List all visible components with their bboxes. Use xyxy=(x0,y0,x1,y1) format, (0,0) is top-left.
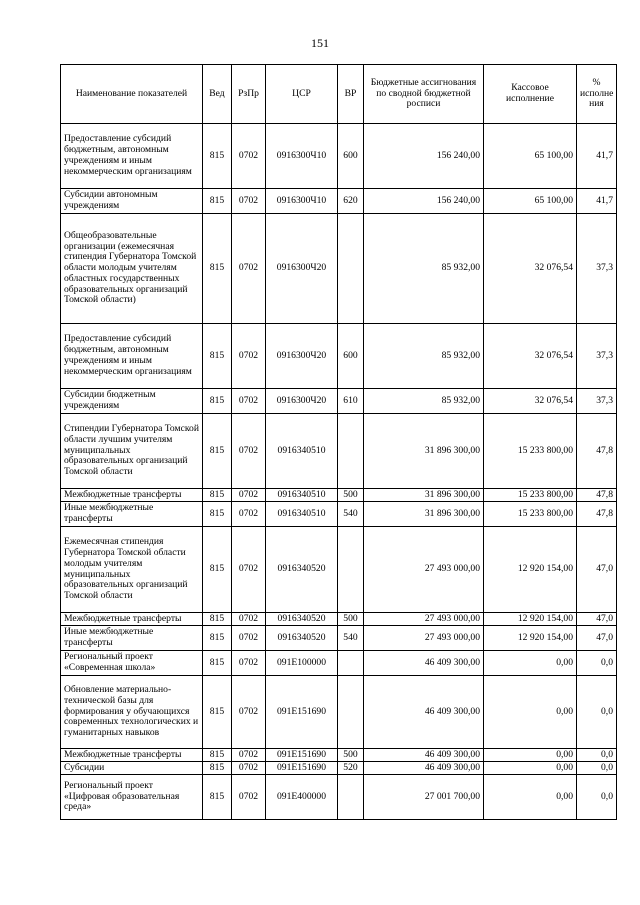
table-row xyxy=(61,489,617,502)
cell-csr: 0916300Ч10 xyxy=(266,124,338,189)
cell-kassa: 12 920 154,00 xyxy=(484,626,577,651)
cell-rzpr: 0702 xyxy=(232,324,266,389)
cell-csr: 0916340520 xyxy=(266,527,338,613)
cell-ved: 815 xyxy=(203,324,232,389)
header-kassa: Кассовое исполнение xyxy=(484,65,577,124)
cell-percent: 41,7 xyxy=(577,189,617,214)
cell-rzpr: 0702 xyxy=(232,124,266,189)
cell-vr: 540 xyxy=(338,626,364,651)
cell-budget: 156 240,00 xyxy=(364,124,484,189)
cell-percent: 41,7 xyxy=(577,124,617,189)
cell-ved: 815 xyxy=(203,489,232,502)
cell-vr xyxy=(338,651,364,676)
cell-vr: 600 xyxy=(338,324,364,389)
cell-ved: 815 xyxy=(203,749,232,762)
cell-vr xyxy=(338,676,364,749)
header-rzpr: РзПр xyxy=(232,65,266,124)
cell-kassa: 32 076,54 xyxy=(484,389,577,414)
cell-budget: 27 493 000,00 xyxy=(364,626,484,651)
cell-csr: 0916300Ч20 xyxy=(266,324,338,389)
cell-ved: 815 xyxy=(203,651,232,676)
cell-ved: 815 xyxy=(203,613,232,626)
header-percent: % исполне ния xyxy=(577,65,617,124)
cell-kassa: 15 233 800,00 xyxy=(484,489,577,502)
cell-name: Региональный проект «Современная школа» xyxy=(61,651,203,676)
cell-rzpr: 0702 xyxy=(232,775,266,820)
table-row xyxy=(61,124,617,189)
cell-kassa: 0,00 xyxy=(484,749,577,762)
table-row xyxy=(61,324,617,389)
table-header xyxy=(61,65,617,124)
cell-name: Иные межбюджетные трансферты xyxy=(61,502,203,527)
cell-budget: 31 896 300,00 xyxy=(364,489,484,502)
cell-ved: 815 xyxy=(203,676,232,749)
cell-kassa: 32 076,54 xyxy=(484,214,577,324)
cell-name: Предоставление субсидий бюджетным, автономным учреждениям и иным некоммерческим организациям xyxy=(61,324,203,389)
cell-name: Иные межбюджетные трансферты xyxy=(61,626,203,651)
cell-budget: 27 493 000,00 xyxy=(364,613,484,626)
cell-vr xyxy=(338,214,364,324)
cell-ved: 815 xyxy=(203,189,232,214)
cell-rzpr: 0702 xyxy=(232,651,266,676)
cell-vr: 520 xyxy=(338,762,364,775)
cell-vr: 500 xyxy=(338,749,364,762)
table-row xyxy=(61,626,617,651)
cell-kassa: 12 920 154,00 xyxy=(484,527,577,613)
cell-csr: 091E151690 xyxy=(266,676,338,749)
table-row xyxy=(61,502,617,527)
cell-percent: 47,8 xyxy=(577,414,617,489)
cell-ved: 815 xyxy=(203,389,232,414)
table-row xyxy=(61,651,617,676)
cell-vr xyxy=(338,527,364,613)
cell-name: Межбюджетные трансферты xyxy=(61,613,203,626)
cell-percent: 37,3 xyxy=(577,214,617,324)
cell-csr: 0916340510 xyxy=(266,414,338,489)
cell-rzpr: 0702 xyxy=(232,189,266,214)
cell-vr: 610 xyxy=(338,389,364,414)
cell-rzpr: 0702 xyxy=(232,489,266,502)
cell-csr: 0916300Ч10 xyxy=(266,189,338,214)
cell-percent: 37,3 xyxy=(577,324,617,389)
table-row xyxy=(61,613,617,626)
cell-budget: 85 932,00 xyxy=(364,389,484,414)
header-vr: ВР xyxy=(338,65,364,124)
cell-percent: 0,0 xyxy=(577,676,617,749)
cell-csr: 0916340510 xyxy=(266,502,338,527)
cell-kassa: 0,00 xyxy=(484,775,577,820)
cell-kassa: 0,00 xyxy=(484,676,577,749)
table-row xyxy=(61,189,617,214)
cell-name: Субсидии xyxy=(61,762,203,775)
cell-kassa: 65 100,00 xyxy=(484,189,577,214)
cell-name: Обновление материально-технической базы для формирования у обучающихся современных технологических и гуманитарных навыков xyxy=(61,676,203,749)
cell-percent: 0,0 xyxy=(577,749,617,762)
cell-name: Межбюджетные трансферты xyxy=(61,749,203,762)
cell-name: Региональный проект «Цифровая образовательная среда» xyxy=(61,775,203,820)
cell-rzpr: 0702 xyxy=(232,527,266,613)
cell-csr: 091E400000 xyxy=(266,775,338,820)
header-ved: Вед xyxy=(203,65,232,124)
cell-ved: 815 xyxy=(203,762,232,775)
cell-budget: 46 409 300,00 xyxy=(364,676,484,749)
cell-percent: 0,0 xyxy=(577,775,617,820)
header-budget: Бюджетные ассигнования по сводной бюджетной росписи xyxy=(364,65,484,124)
cell-percent: 47,0 xyxy=(577,527,617,613)
table-row xyxy=(61,676,617,749)
cell-percent: 47,0 xyxy=(577,626,617,651)
cell-rzpr: 0702 xyxy=(232,214,266,324)
cell-budget: 46 409 300,00 xyxy=(364,749,484,762)
cell-kassa: 15 233 800,00 xyxy=(484,502,577,527)
cell-budget: 85 932,00 xyxy=(364,214,484,324)
cell-budget: 85 932,00 xyxy=(364,324,484,389)
cell-name: Предоставление субсидий бюджетным, автономным учреждениям и иным некоммерческим организациям xyxy=(61,124,203,189)
cell-name: Стипендии Губернатора Томской области лучшим учителям муниципальных образовательных организаций Томской области xyxy=(61,414,203,489)
cell-rzpr: 0702 xyxy=(232,502,266,527)
cell-rzpr: 0702 xyxy=(232,676,266,749)
cell-rzpr: 0702 xyxy=(232,414,266,489)
budget-execution-table xyxy=(60,64,617,820)
cell-name: Субсидии бюджетным учреждениям xyxy=(61,389,203,414)
cell-vr: 600 xyxy=(338,124,364,189)
table-row xyxy=(61,527,617,613)
cell-kassa: 12 920 154,00 xyxy=(484,613,577,626)
table-body xyxy=(61,124,617,820)
cell-vr: 500 xyxy=(338,489,364,502)
cell-csr: 0916340510 xyxy=(266,489,338,502)
cell-csr: 091E100000 xyxy=(266,651,338,676)
cell-percent: 47,8 xyxy=(577,489,617,502)
cell-percent: 0,0 xyxy=(577,651,617,676)
cell-budget: 31 896 300,00 xyxy=(364,502,484,527)
cell-rzpr: 0702 xyxy=(232,626,266,651)
cell-name: Ежемесячная стипендия Губернатора Томской области молодым учителям муниципальных образовательных организаций Томской области xyxy=(61,527,203,613)
cell-csr: 0916340520 xyxy=(266,626,338,651)
cell-csr: 091E151690 xyxy=(266,749,338,762)
cell-name: Общеобразовательные организации (ежемесячная стипендия Губернатора Томской области молодым учителям областных государственных образовательных организаций Томской области) xyxy=(61,214,203,324)
cell-csr: 0916340520 xyxy=(266,613,338,626)
cell-kassa: 15 233 800,00 xyxy=(484,414,577,489)
cell-budget: 46 409 300,00 xyxy=(364,762,484,775)
cell-budget: 46 409 300,00 xyxy=(364,651,484,676)
cell-name: Межбюджетные трансферты xyxy=(61,489,203,502)
cell-kassa: 65 100,00 xyxy=(484,124,577,189)
cell-kassa: 0,00 xyxy=(484,762,577,775)
cell-ved: 815 xyxy=(203,626,232,651)
cell-budget: 31 896 300,00 xyxy=(364,414,484,489)
cell-percent: 47,0 xyxy=(577,613,617,626)
header-row xyxy=(61,65,617,124)
cell-percent: 37,3 xyxy=(577,389,617,414)
cell-percent: 47,8 xyxy=(577,502,617,527)
table-row xyxy=(61,389,617,414)
cell-vr xyxy=(338,775,364,820)
cell-vr xyxy=(338,414,364,489)
cell-name: Субсидии автономным учреждениям xyxy=(61,189,203,214)
header-name: Наименование показателей xyxy=(61,65,203,124)
cell-vr: 620 xyxy=(338,189,364,214)
table-row xyxy=(61,214,617,324)
cell-rzpr: 0702 xyxy=(232,762,266,775)
cell-kassa: 0,00 xyxy=(484,651,577,676)
cell-rzpr: 0702 xyxy=(232,749,266,762)
cell-ved: 815 xyxy=(203,502,232,527)
cell-percent: 0,0 xyxy=(577,762,617,775)
cell-ved: 815 xyxy=(203,775,232,820)
header-csr: ЦСР xyxy=(266,65,338,124)
cell-ved: 815 xyxy=(203,214,232,324)
table-row xyxy=(61,414,617,489)
table-row xyxy=(61,775,617,820)
cell-vr: 540 xyxy=(338,502,364,527)
cell-ved: 815 xyxy=(203,124,232,189)
page-number: 151 xyxy=(311,36,329,50)
table-row xyxy=(61,749,617,762)
cell-kassa: 32 076,54 xyxy=(484,324,577,389)
cell-budget: 156 240,00 xyxy=(364,189,484,214)
cell-csr: 091E151690 xyxy=(266,762,338,775)
cell-ved: 815 xyxy=(203,527,232,613)
table-row xyxy=(61,762,617,775)
cell-vr: 500 xyxy=(338,613,364,626)
cell-ved: 815 xyxy=(203,414,232,489)
cell-budget: 27 001 700,00 xyxy=(364,775,484,820)
cell-csr: 0916300Ч20 xyxy=(266,214,338,324)
cell-rzpr: 0702 xyxy=(232,389,266,414)
cell-csr: 0916300Ч20 xyxy=(266,389,338,414)
cell-rzpr: 0702 xyxy=(232,613,266,626)
cell-budget: 27 493 000,00 xyxy=(364,527,484,613)
